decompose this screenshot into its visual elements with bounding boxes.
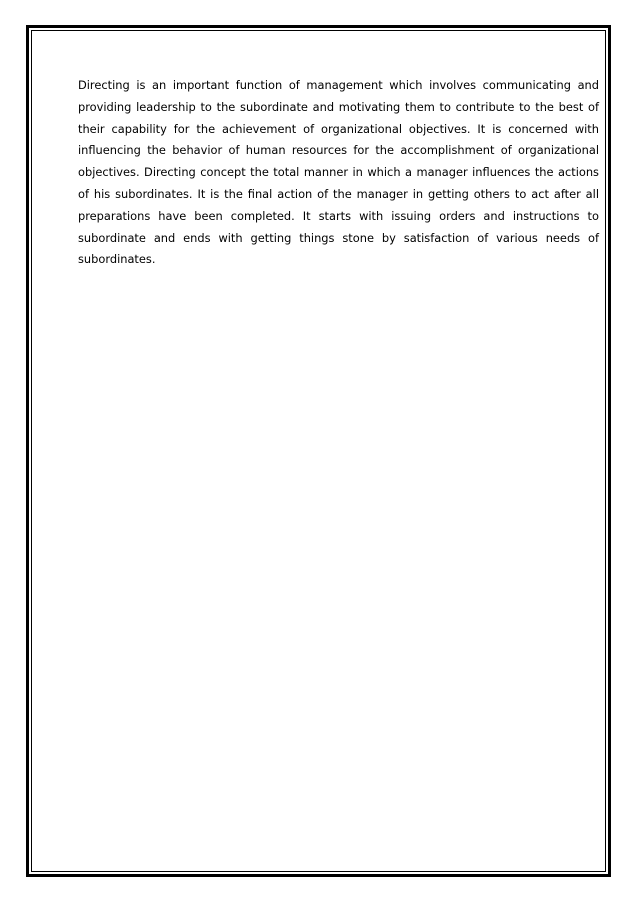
body-paragraph: Directing is an important function of management which involves communicating and providing leadership to the subordinate and motivating them to contribute to the best of their capability for the achievement of organizational objectives. It is concerned with influencing the behavior of human resources for the accomplishment of organizational objectives. Directing concept the total manner in which a manager influences the actions of his subordinates. It is the final action of the manager in getting others to act after all preparations have been completed. It starts with issuing orders and instructions to subordinate and ends with getting things stone by satisfaction of various needs of subordinates. — [78, 78, 599, 267]
